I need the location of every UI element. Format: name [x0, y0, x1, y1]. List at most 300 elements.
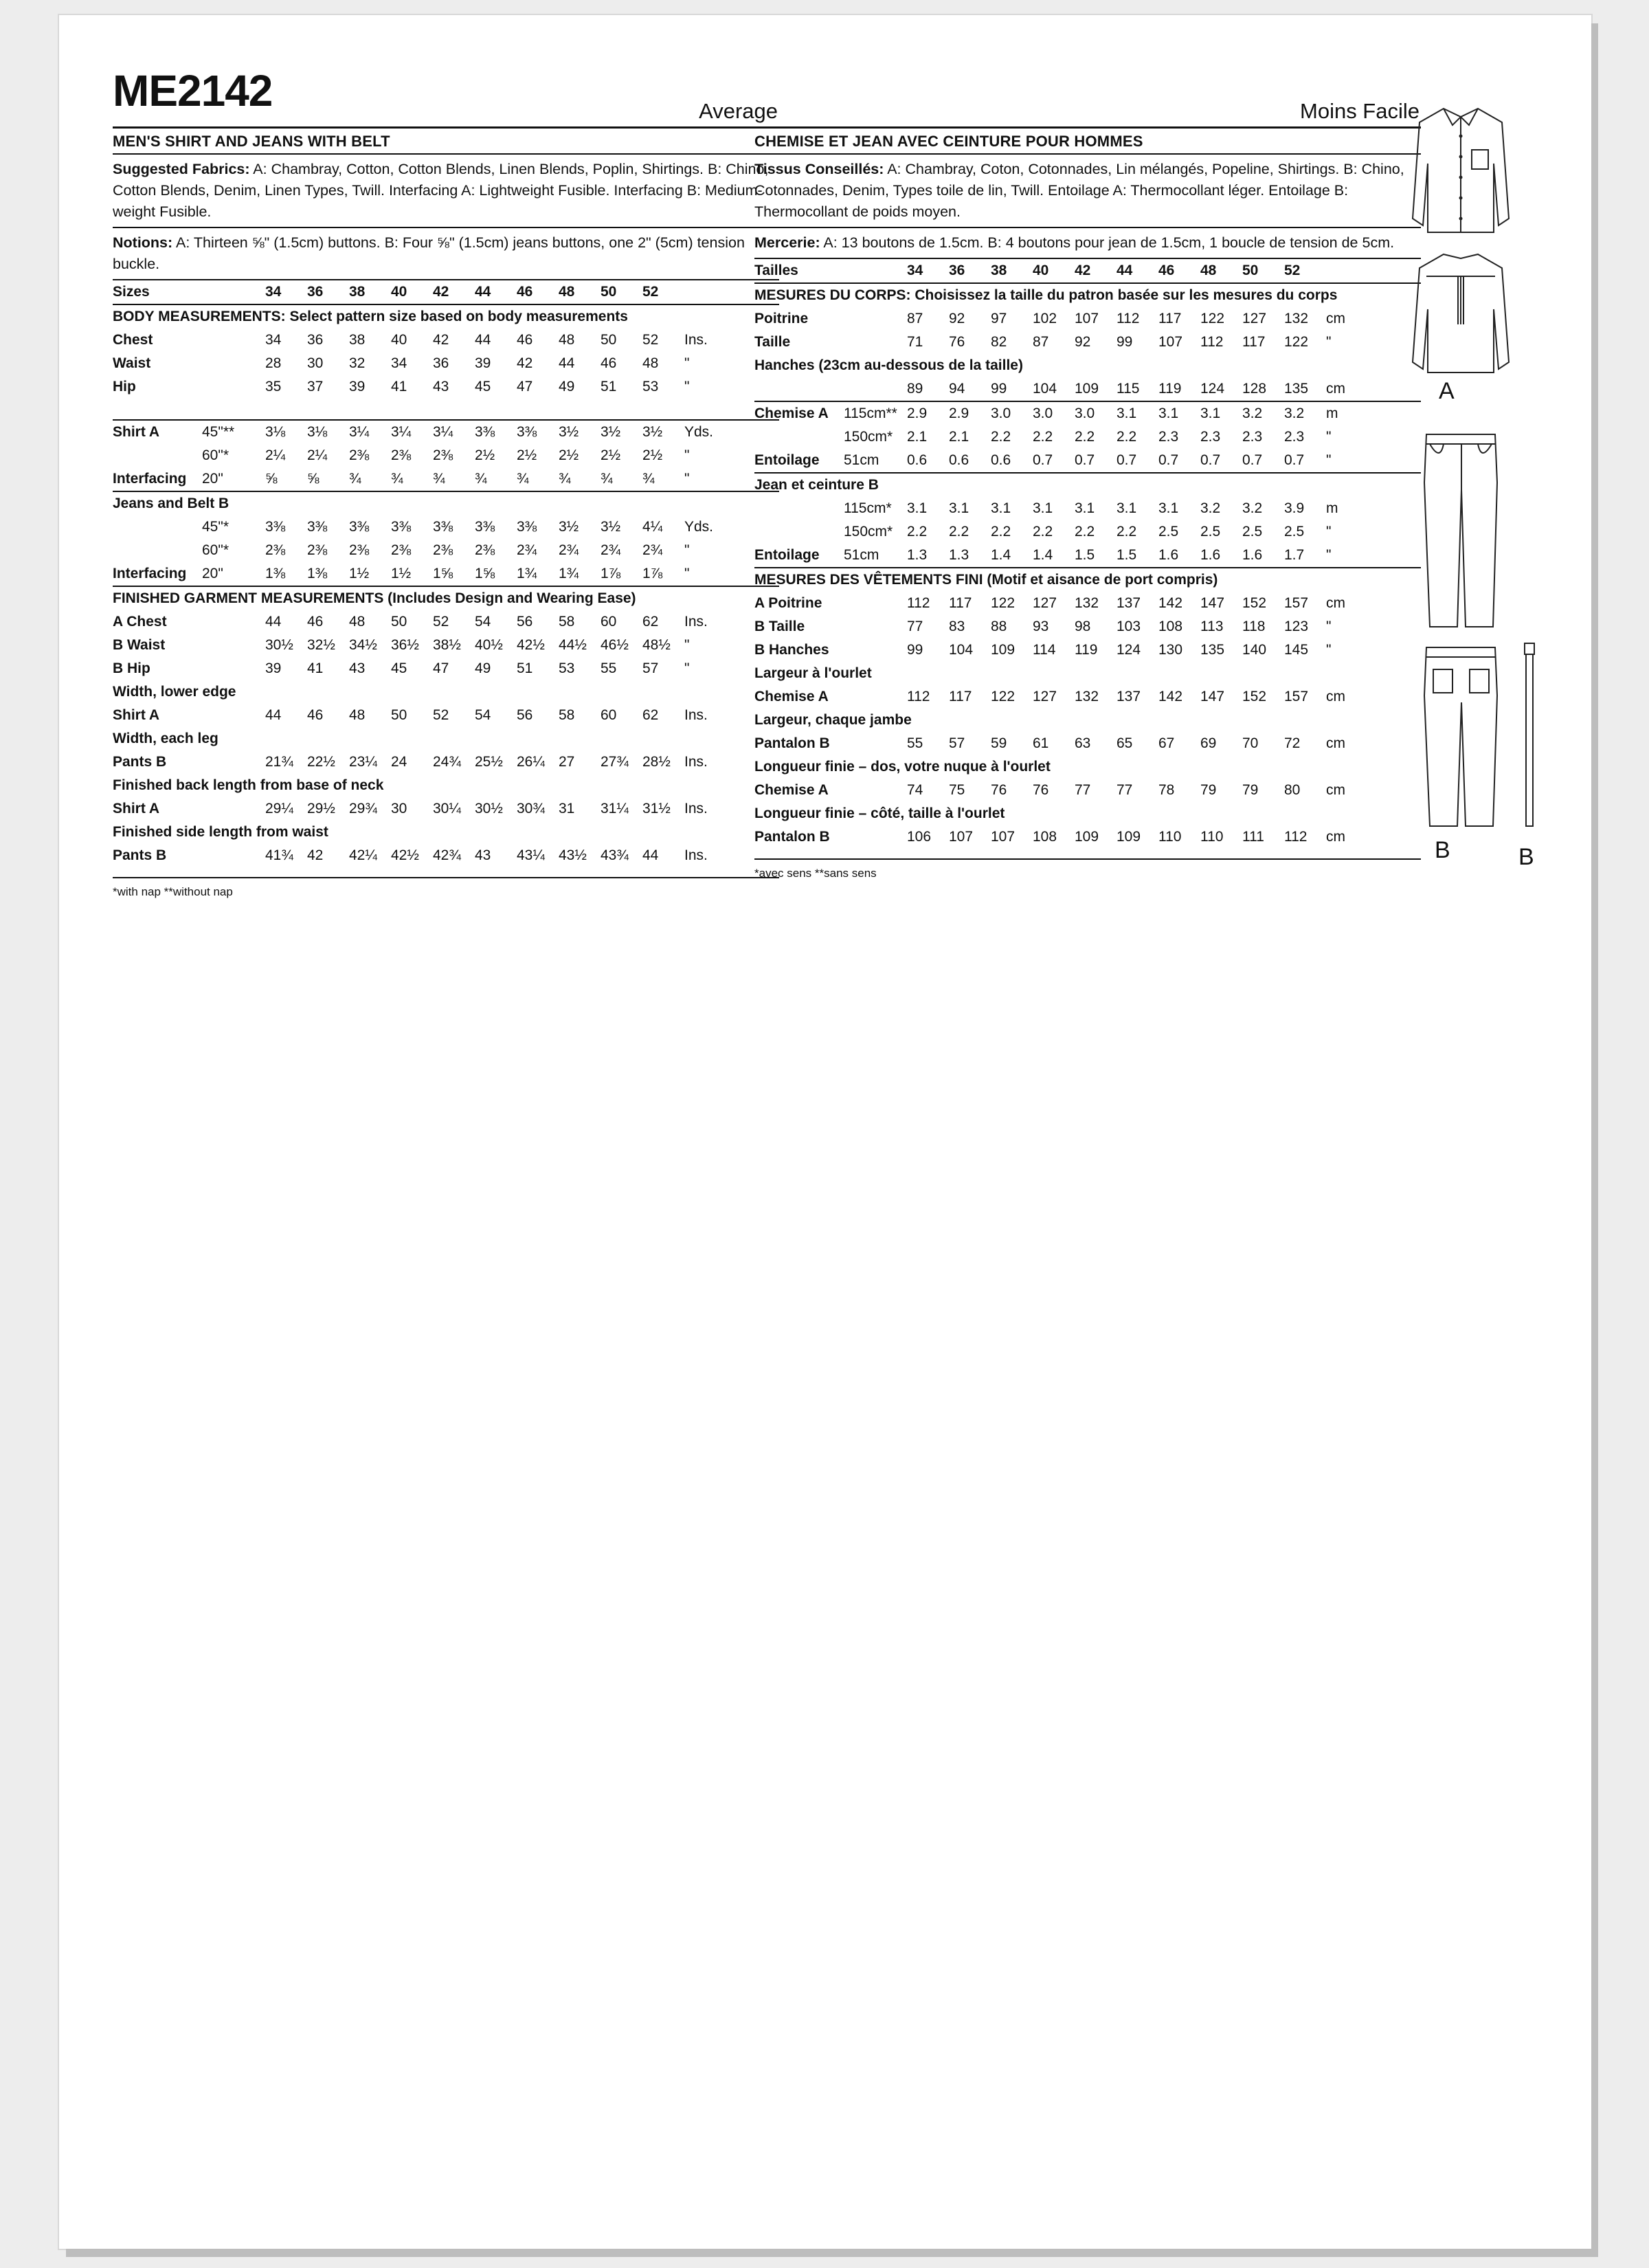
table-cell: 32 [349, 355, 366, 371]
table-cell: 77 [1075, 782, 1091, 798]
size-cell: 40 [1033, 263, 1049, 278]
row-width: 45"** [202, 424, 235, 440]
table-cell: 2¾ [559, 542, 579, 558]
table-cell: 132 [1284, 311, 1309, 326]
table-cell: 3¼ [391, 424, 412, 440]
size-cell: 48 [1200, 263, 1217, 278]
subsection-label: Longueur finie – côté, taille à l'ourlet [754, 805, 1005, 821]
subsection-heading [113, 680, 779, 704]
table-cell: 2⅜ [433, 447, 453, 463]
table-row [113, 352, 779, 375]
table-cell: 2.5 [1284, 524, 1305, 540]
table-row [754, 377, 1421, 401]
table-cell: 0.6 [907, 452, 928, 468]
table-cell: 1.4 [991, 547, 1011, 563]
row-unit: Yds. [684, 424, 714, 440]
table-cell: 53 [642, 379, 659, 394]
table-cell: 2½ [475, 447, 495, 463]
table-cell: 80 [1284, 782, 1301, 798]
table-cell: 47 [433, 660, 449, 676]
row-unit: m [1326, 405, 1338, 421]
row-unit: cm [1326, 381, 1345, 397]
table-cell: 114 [1033, 642, 1056, 658]
table-cell: 46 [307, 707, 324, 723]
subsection-label: Finished back length from base of neck [113, 777, 384, 793]
row-unit: cm [1326, 782, 1345, 798]
table-cell: 38 [349, 332, 366, 348]
table-cell: 63 [1075, 735, 1091, 751]
table-cell: 4¼ [642, 519, 663, 535]
table-cell: 3.1 [1033, 500, 1053, 516]
table-cell: 30 [391, 801, 407, 816]
row-unit: " [684, 355, 690, 371]
table-cell: 30¾ [517, 801, 545, 816]
table-cell: 3.1 [991, 500, 1011, 516]
table-row [113, 751, 779, 774]
section-title: BODY MEASUREMENTS: Select pattern size based on body measurements [113, 309, 628, 324]
table-cell: 51 [601, 379, 617, 394]
row-label: B Hip [113, 660, 150, 676]
table-cell: 42 [307, 847, 324, 863]
table-cell: 77 [1117, 782, 1133, 798]
size-cell: 48 [559, 284, 575, 300]
table-cell: 52 [642, 332, 659, 348]
table-cell: 54 [475, 707, 491, 723]
table-cell: 2.2 [1075, 524, 1095, 540]
table-cell: 2⅜ [475, 542, 495, 558]
table-cell: 46 [517, 332, 533, 348]
table-cell: 99 [907, 642, 923, 658]
row-unit: " [684, 447, 690, 463]
row-unit: Yds. [684, 519, 714, 535]
row-unit: Ins. [684, 754, 708, 770]
table-cell: 53 [559, 660, 575, 676]
table-cell: 135 [1200, 642, 1225, 658]
table-row [113, 797, 779, 821]
table-cell: 1.7 [1284, 547, 1305, 563]
table-cell: 70 [1242, 735, 1259, 751]
table-cell: 75 [949, 782, 965, 798]
table-cell: 0.7 [1117, 452, 1137, 468]
row-width: 115cm* [844, 500, 892, 516]
table-row [754, 685, 1421, 709]
sizes-header [113, 280, 779, 305]
suggested-fabrics [754, 155, 1421, 228]
table-cell: 3⅜ [517, 519, 537, 535]
row-width: 51cm [844, 452, 879, 468]
table-cell: 1⅝ [433, 566, 453, 581]
table-cell: 3.1 [1158, 500, 1179, 516]
table-cell: 42½ [517, 637, 545, 653]
table-cell: 29½ [307, 801, 335, 816]
row-label: Taille [754, 334, 791, 350]
table-cell: 0.7 [1242, 452, 1263, 468]
row-label: Entoilage [754, 547, 820, 563]
header [113, 66, 779, 129]
row-label: Shirt A [113, 801, 160, 816]
row-label: Chemise A [754, 782, 829, 798]
table-cell: 60 [601, 614, 617, 630]
table-cell: 38½ [433, 637, 461, 653]
table-cell: 2.2 [991, 524, 1011, 540]
section-title: FINISHED GARMENT MEASUREMENTS (Includes Design and Wearing Ease) [113, 590, 636, 606]
table-cell: 3⅜ [307, 519, 328, 535]
table-cell: 2½ [642, 447, 663, 463]
table-cell: 112 [907, 595, 930, 611]
table-cell: 3⅜ [391, 519, 412, 535]
table-cell: 92 [1075, 334, 1091, 350]
table-cell: 3.1 [949, 500, 969, 516]
row-unit: " [1326, 429, 1332, 445]
table-cell: 43 [349, 660, 366, 676]
table-cell: 69 [1200, 735, 1217, 751]
english-column [113, 66, 779, 899]
belt-illustration [1521, 641, 1538, 833]
table-cell: 3.2 [1284, 405, 1305, 421]
table-cell: 44½ [559, 637, 587, 653]
table-row [113, 562, 779, 586]
pattern-title: CHEMISE ET JEAN AVEC CEINTURE POUR HOMMES [754, 129, 1421, 155]
notions-text: A: 13 boutons de 1.5cm. B: 4 boutons pour jean de 1.5cm, 1 boucle de tension de 5cm. [820, 234, 1395, 251]
row-unit: " [1326, 619, 1332, 634]
table-cell: 112 [1200, 334, 1224, 350]
table-cell: 30¼ [433, 801, 461, 816]
row-unit: " [684, 637, 690, 653]
table-cell: 123 [1284, 619, 1309, 634]
table-cell: 0.7 [1158, 452, 1179, 468]
table-cell: ¾ [433, 471, 445, 487]
table-cell: 118 [1242, 619, 1266, 634]
table-cell: 57 [642, 660, 659, 676]
table-cell: 108 [1158, 619, 1183, 634]
table-cell: 1½ [391, 566, 412, 581]
table-cell: 2.3 [1158, 429, 1179, 445]
table-cell: 2.9 [907, 405, 928, 421]
row-label: Chest [113, 332, 153, 348]
table-cell: 31½ [642, 801, 671, 816]
size-cell: 44 [1117, 263, 1133, 278]
size-cell: 50 [601, 284, 617, 300]
footnote: *with nap **without nap [113, 885, 233, 898]
row-unit: " [684, 471, 690, 487]
table-cell: 27 [559, 754, 575, 770]
table-cell: 1.6 [1158, 547, 1179, 563]
table-cell: 62 [642, 707, 659, 723]
table-cell: 32½ [307, 637, 335, 653]
table-cell: 3⅜ [517, 424, 537, 440]
table-cell: 52 [433, 707, 449, 723]
table-cell: 107 [1158, 334, 1183, 350]
subsection-label: Largeur, chaque jambe [754, 712, 912, 728]
view-belt-label: B [1518, 844, 1534, 870]
row-unit: " [1326, 334, 1332, 350]
table-cell: 36½ [391, 637, 419, 653]
table-cell: 2¼ [307, 447, 328, 463]
view-b-label: B [1435, 837, 1450, 863]
row-width: 45"* [202, 519, 229, 535]
subsection-label: Jean et ceinture B [754, 477, 879, 493]
subsection-label: Largeur à l'ourlet [754, 665, 872, 681]
table-cell: 1.3 [907, 547, 928, 563]
table-cell: 47 [517, 379, 533, 394]
table-cell: 104 [1033, 381, 1057, 397]
table-cell: 46 [601, 355, 617, 371]
table-cell: 103 [1117, 619, 1141, 634]
table-row [754, 449, 1421, 472]
table-cell: 132 [1075, 595, 1099, 611]
row-unit: Ins. [684, 614, 708, 630]
row-width: 20" [202, 566, 223, 581]
table-cell: 3.9 [1284, 500, 1305, 516]
table-cell: 42 [517, 355, 533, 371]
table-cell: 3.0 [1075, 405, 1095, 421]
table-row [113, 844, 779, 867]
table-cell: 37 [307, 379, 324, 394]
table-cell: 2¾ [642, 542, 663, 558]
row-width: 150cm* [844, 429, 893, 445]
size-cell: 44 [475, 284, 491, 300]
table-row [113, 467, 779, 491]
table-cell: 94 [949, 381, 965, 397]
size-cell: 52 [1284, 263, 1301, 278]
table-cell: 115 [1117, 381, 1140, 397]
table-cell: 61 [1033, 735, 1049, 751]
table-cell: 45 [475, 379, 491, 394]
row-unit: Ins. [684, 332, 708, 348]
table-cell: 2⅜ [433, 542, 453, 558]
table-cell: 49 [559, 379, 575, 394]
table-cell: 43½ [559, 847, 587, 863]
table-cell: 2.2 [1075, 429, 1095, 445]
table-cell: 3½ [559, 424, 579, 440]
table-cell: 137 [1117, 689, 1141, 704]
size-cell: 34 [907, 263, 923, 278]
subsection-heading [113, 727, 779, 751]
table-cell: 127 [1033, 595, 1057, 611]
difficulty-level: Moins Facile [1300, 99, 1420, 123]
table-cell: 41 [307, 660, 324, 676]
table-cell: 72 [1284, 735, 1301, 751]
table-cell: 3.2 [1242, 500, 1263, 516]
table-cell: 124 [1117, 642, 1141, 658]
table-cell: 99 [991, 381, 1007, 397]
subsection-heading [754, 709, 1421, 732]
table-cell: 104 [949, 642, 974, 658]
table-cell: 48 [642, 355, 659, 371]
table-cell: 128 [1242, 381, 1267, 397]
table-cell: 3.2 [1200, 500, 1221, 516]
row-unit: " [1326, 452, 1332, 468]
table-cell: 44 [265, 707, 282, 723]
row-unit: cm [1326, 595, 1345, 611]
row-label: Pantalon B [754, 735, 830, 751]
table-cell: 3⅜ [475, 519, 495, 535]
table-cell: 57 [949, 735, 965, 751]
row-unit: " [1326, 642, 1332, 658]
table-cell: 109 [991, 642, 1016, 658]
subsection-label: Width, each leg [113, 731, 218, 746]
row-unit: " [1326, 524, 1332, 540]
table-cell: 77 [907, 619, 923, 634]
table-cell: 117 [949, 595, 972, 611]
table-cell: 0.7 [1284, 452, 1305, 468]
table-cell: 59 [991, 735, 1007, 751]
table-cell: 60 [601, 707, 617, 723]
pattern-code: ME2142 [113, 66, 273, 115]
table-cell: 2.3 [1242, 429, 1263, 445]
table-cell: 2¼ [265, 447, 286, 463]
notions [113, 228, 779, 280]
table-cell: 55 [907, 735, 923, 751]
table-cell: 54 [475, 614, 491, 630]
table-cell: 106 [907, 829, 932, 845]
notions-label: Notions: [113, 234, 173, 251]
table-cell: 3½ [642, 424, 663, 440]
table-cell: 107 [1075, 311, 1099, 326]
table-cell: 0.6 [991, 452, 1011, 468]
table-row [754, 497, 1421, 520]
table-cell: 48 [559, 332, 575, 348]
table-cell: 78 [1158, 782, 1175, 798]
subsection-label: Finished side length from waist [113, 824, 328, 840]
table-cell: 3⅛ [307, 424, 328, 440]
table-row [754, 331, 1421, 354]
table-cell: 48½ [642, 637, 671, 653]
table-cell: 42 [433, 332, 449, 348]
table-cell: 39 [349, 379, 366, 394]
table-cell: 110 [1200, 829, 1224, 845]
table-cell: ¾ [391, 471, 403, 487]
table-cell: 2½ [601, 447, 621, 463]
table-cell: 1⅜ [265, 566, 286, 581]
row-unit: " [684, 542, 690, 558]
subsection-heading [113, 774, 779, 797]
table-cell: 41 [391, 379, 407, 394]
size-table [113, 280, 779, 899]
table-cell: 3½ [559, 519, 579, 535]
table-cell: 30 [307, 355, 324, 371]
table-cell: 157 [1284, 595, 1309, 611]
table-cell: 3.2 [1242, 405, 1263, 421]
section-title: MESURES DES VÊTEMENTS FINI (Motif et aisance de port compris) [754, 572, 1218, 588]
table-cell: 39 [265, 660, 282, 676]
table-cell: 107 [991, 829, 1016, 845]
table-cell: 110 [1158, 829, 1182, 845]
difficulty-level: Average [699, 99, 778, 123]
table-cell: 87 [1033, 334, 1049, 350]
table-cell: 3.1 [1200, 405, 1221, 421]
table-cell: 112 [1117, 311, 1140, 326]
row-unit: Ins. [684, 801, 708, 816]
table-cell: 2.5 [1242, 524, 1263, 540]
table-cell: 157 [1284, 689, 1309, 704]
table-cell: 0.7 [1033, 452, 1053, 468]
table-cell: ¾ [517, 471, 529, 487]
table-row [113, 704, 779, 727]
table-cell: 108 [1033, 829, 1057, 845]
table-cell: 142 [1158, 689, 1183, 704]
table-cell: ⅝ [307, 471, 319, 487]
table-cell: 3.1 [1075, 500, 1095, 516]
row-label: A Poitrine [754, 595, 822, 611]
table-cell: 97 [991, 311, 1007, 326]
table-cell: 88 [991, 619, 1007, 634]
table-cell: 2.2 [949, 524, 969, 540]
table-cell: 102 [1033, 311, 1057, 326]
row-width: 51cm [844, 547, 879, 563]
table-cell: 1.5 [1075, 547, 1095, 563]
french-column [754, 66, 1421, 880]
row-unit: cm [1326, 689, 1345, 704]
table-cell: 152 [1242, 689, 1267, 704]
table-cell: 0.6 [949, 452, 969, 468]
finished-measurements-title [754, 567, 1421, 592]
pattern-sheet [59, 15, 1591, 2249]
table-cell: 56 [517, 614, 533, 630]
table-cell: 3½ [601, 424, 621, 440]
table-cell: 2.9 [949, 405, 969, 421]
table-row [113, 375, 779, 399]
table-cell: 76 [1033, 782, 1049, 798]
table-cell: 119 [1075, 642, 1098, 658]
row-label: Chemise A [754, 689, 829, 704]
table-cell: 42¼ [349, 847, 377, 863]
table-cell: 109 [1117, 829, 1141, 845]
row-label: Poitrine [754, 311, 809, 326]
table-cell: 145 [1284, 642, 1309, 658]
table-row [113, 634, 779, 657]
table-cell: ¾ [475, 471, 487, 487]
row-label: Shirt A [113, 707, 160, 723]
table-cell: 1½ [349, 566, 370, 581]
size-cell: 34 [265, 284, 282, 300]
table-cell: 2⅜ [265, 542, 286, 558]
row-width: 115cm** [844, 405, 897, 421]
table-cell: 50 [391, 707, 407, 723]
notions-text: A: Thirteen ⅝" (1.5cm) buttons. B: Four ⅝" (1.5cm) jeans buttons, one 2" (5cm) tension buckle. [113, 234, 745, 272]
spacer [113, 399, 779, 419]
table-cell: 2⅜ [307, 542, 328, 558]
row-unit: Ins. [684, 847, 708, 863]
table-cell: 122 [1200, 311, 1225, 326]
row-label: Interfacing [113, 566, 187, 581]
row-label: Waist [113, 355, 151, 371]
table-cell: 3¼ [433, 424, 453, 440]
table-row [113, 657, 779, 680]
size-cell: 50 [1242, 263, 1259, 278]
footnote: *avec sens **sans sens [754, 867, 877, 880]
size-cell: 42 [433, 284, 449, 300]
row-label: B Waist [113, 637, 166, 653]
table-cell: 46 [307, 614, 324, 630]
row-label: Chemise A [754, 405, 829, 421]
row-width: 20" [202, 471, 223, 487]
table-cell: 112 [907, 689, 930, 704]
table-cell: 55 [601, 660, 617, 676]
table-cell: 44 [265, 614, 282, 630]
table-cell: 40½ [475, 637, 503, 653]
table-cell: 43¾ [601, 847, 629, 863]
table-cell: 98 [1075, 619, 1091, 634]
row-unit: Ins. [684, 707, 708, 723]
size-table [754, 259, 1421, 880]
table-cell: 28 [265, 355, 282, 371]
table-cell: 44 [475, 332, 491, 348]
row-label: Pantalon B [754, 829, 830, 845]
table-cell: 1.4 [1033, 547, 1053, 563]
table-cell: 1⅜ [307, 566, 328, 581]
table-cell: 67 [1158, 735, 1175, 751]
